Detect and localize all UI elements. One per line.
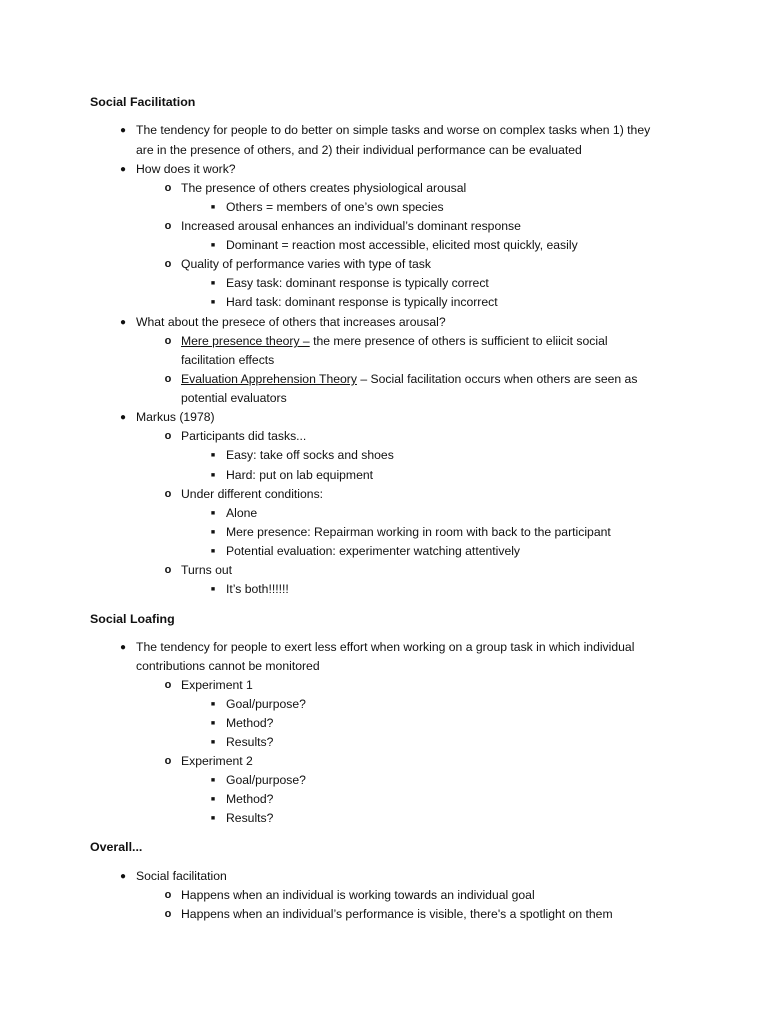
list-item: ■ Results? <box>226 733 666 752</box>
bullet-marker: ■ <box>210 204 216 211</box>
bullet-marker: ● <box>119 871 127 882</box>
bullet-marker: ■ <box>210 586 216 593</box>
bullet-marker: o <box>164 679 172 691</box>
list-item: ■ Easy task: dominant response is typically correct <box>226 274 666 293</box>
list-item: o Turns out <box>181 561 659 580</box>
bullet-marker: ● <box>119 164 127 175</box>
list-item: o Happens when an individual’s performance is visible, there's a spotlight on them <box>181 905 659 924</box>
bullet-marker: ■ <box>210 452 216 459</box>
list-item: ■ Potential evaluation: experimenter watching attentively <box>226 542 666 561</box>
list-item: ● What about the presece of others that increases arousal? <box>136 313 684 332</box>
list-item-continuation: facilitation effects <box>181 353 275 367</box>
list-item: o Quality of performance varies with type of task <box>181 255 659 274</box>
bullet-marker: ■ <box>210 777 216 784</box>
bullet-marker: o <box>164 564 172 576</box>
heading-overall: Overall... <box>90 840 143 854</box>
list-item: o Experiment 1 <box>181 676 659 695</box>
list-item: o Under different conditions: <box>181 485 659 504</box>
bullet-marker: ■ <box>210 796 216 803</box>
list-item: o Evaluation Apprehension Theory – Social facilitation occurs when others are seen as <box>181 370 659 389</box>
list-item: ● Social facilitation <box>136 867 684 886</box>
bullet-marker: ● <box>119 642 127 653</box>
list-item: o Participants did tasks... <box>181 427 659 446</box>
heading-social-facilitation: Social Facilitation <box>90 95 196 109</box>
list-item: ■ Results? <box>226 809 666 828</box>
list-item: ● The tendency for people to do better on simple tasks and worse on complex tasks when 1) they <box>136 121 684 140</box>
bullet-marker: o <box>164 335 172 347</box>
list-item: ■ Easy: take off socks and shoes <box>226 446 666 465</box>
list-item: ● How does it work? <box>136 160 684 179</box>
list-item: ■ Goal/purpose? <box>226 695 666 714</box>
bullet-marker: ■ <box>210 242 216 249</box>
bullet-marker: ● <box>119 412 127 423</box>
bullet-marker: ■ <box>210 720 216 727</box>
bullet-marker: o <box>164 889 172 901</box>
term-evaluation-apprehension-theory: Evaluation Apprehension Theory <box>181 372 357 386</box>
bullet-marker: o <box>164 182 172 194</box>
list-item-continuation: are in the presence of others, and 2) their individual performance can be evaluated <box>136 143 582 157</box>
bullet-marker: ■ <box>210 529 216 536</box>
list-item: ■ Others = members of one’s own species <box>226 198 666 217</box>
bullet-marker: o <box>164 430 172 442</box>
bullet-marker: ■ <box>210 548 216 555</box>
bullet-marker: o <box>164 373 172 385</box>
bullet-marker: o <box>164 488 172 500</box>
bullet-marker: ■ <box>210 280 216 287</box>
list-item-continuation: contributions cannot be monitored <box>136 659 320 673</box>
bullet-marker: ● <box>119 317 127 328</box>
list-item: ● Markus (1978) <box>136 408 684 427</box>
bullet-marker: ■ <box>210 815 216 822</box>
list-item: ■ Mere presence: Repairman working in room with back to the participant <box>226 523 666 542</box>
term-mere-presence-theory: Mere presence theory – <box>181 334 310 348</box>
list-item: ■ Alone <box>226 504 666 523</box>
list-item: ■ It’s both!!!!!! <box>226 580 666 599</box>
heading-social-loafing: Social Loafing <box>90 612 175 626</box>
bullet-marker: o <box>164 258 172 270</box>
list-item-continuation: potential evaluators <box>181 391 287 405</box>
list-item: ■ Goal/purpose? <box>226 771 666 790</box>
list-item: ■ Hard task: dominant response is typically incorrect <box>226 293 666 312</box>
bullet-marker: ■ <box>210 701 216 708</box>
bullet-marker: ■ <box>210 472 216 479</box>
list-item: ■ Dominant = reaction most accessible, elicited most quickly, easily <box>226 236 666 255</box>
bullet-marker: ● <box>119 125 127 136</box>
list-item: o Happens when an individual is working towards an individual goal <box>181 886 659 905</box>
bullet-marker: o <box>164 755 172 767</box>
bullet-marker: o <box>164 220 172 232</box>
bullet-marker: ■ <box>210 739 216 746</box>
list-item: ■ Method? <box>226 790 666 809</box>
bullet-marker: ■ <box>210 299 216 306</box>
list-item: o The presence of others creates physiological arousal <box>181 179 659 198</box>
list-item: o Increased arousal enhances an individual’s dominant response <box>181 217 659 236</box>
list-item: ● The tendency for people to exert less effort when working on a group task in which individual <box>136 638 684 657</box>
list-item: o Mere presence theory – the mere presence of others is sufficient to eliicit social <box>181 332 659 351</box>
bullet-marker: ■ <box>210 510 216 517</box>
list-item: ■ Hard: put on lab equipment <box>226 466 666 485</box>
bullet-marker: o <box>164 908 172 920</box>
list-item: o Experiment 2 <box>181 752 659 771</box>
list-item: ■ Method? <box>226 714 666 733</box>
